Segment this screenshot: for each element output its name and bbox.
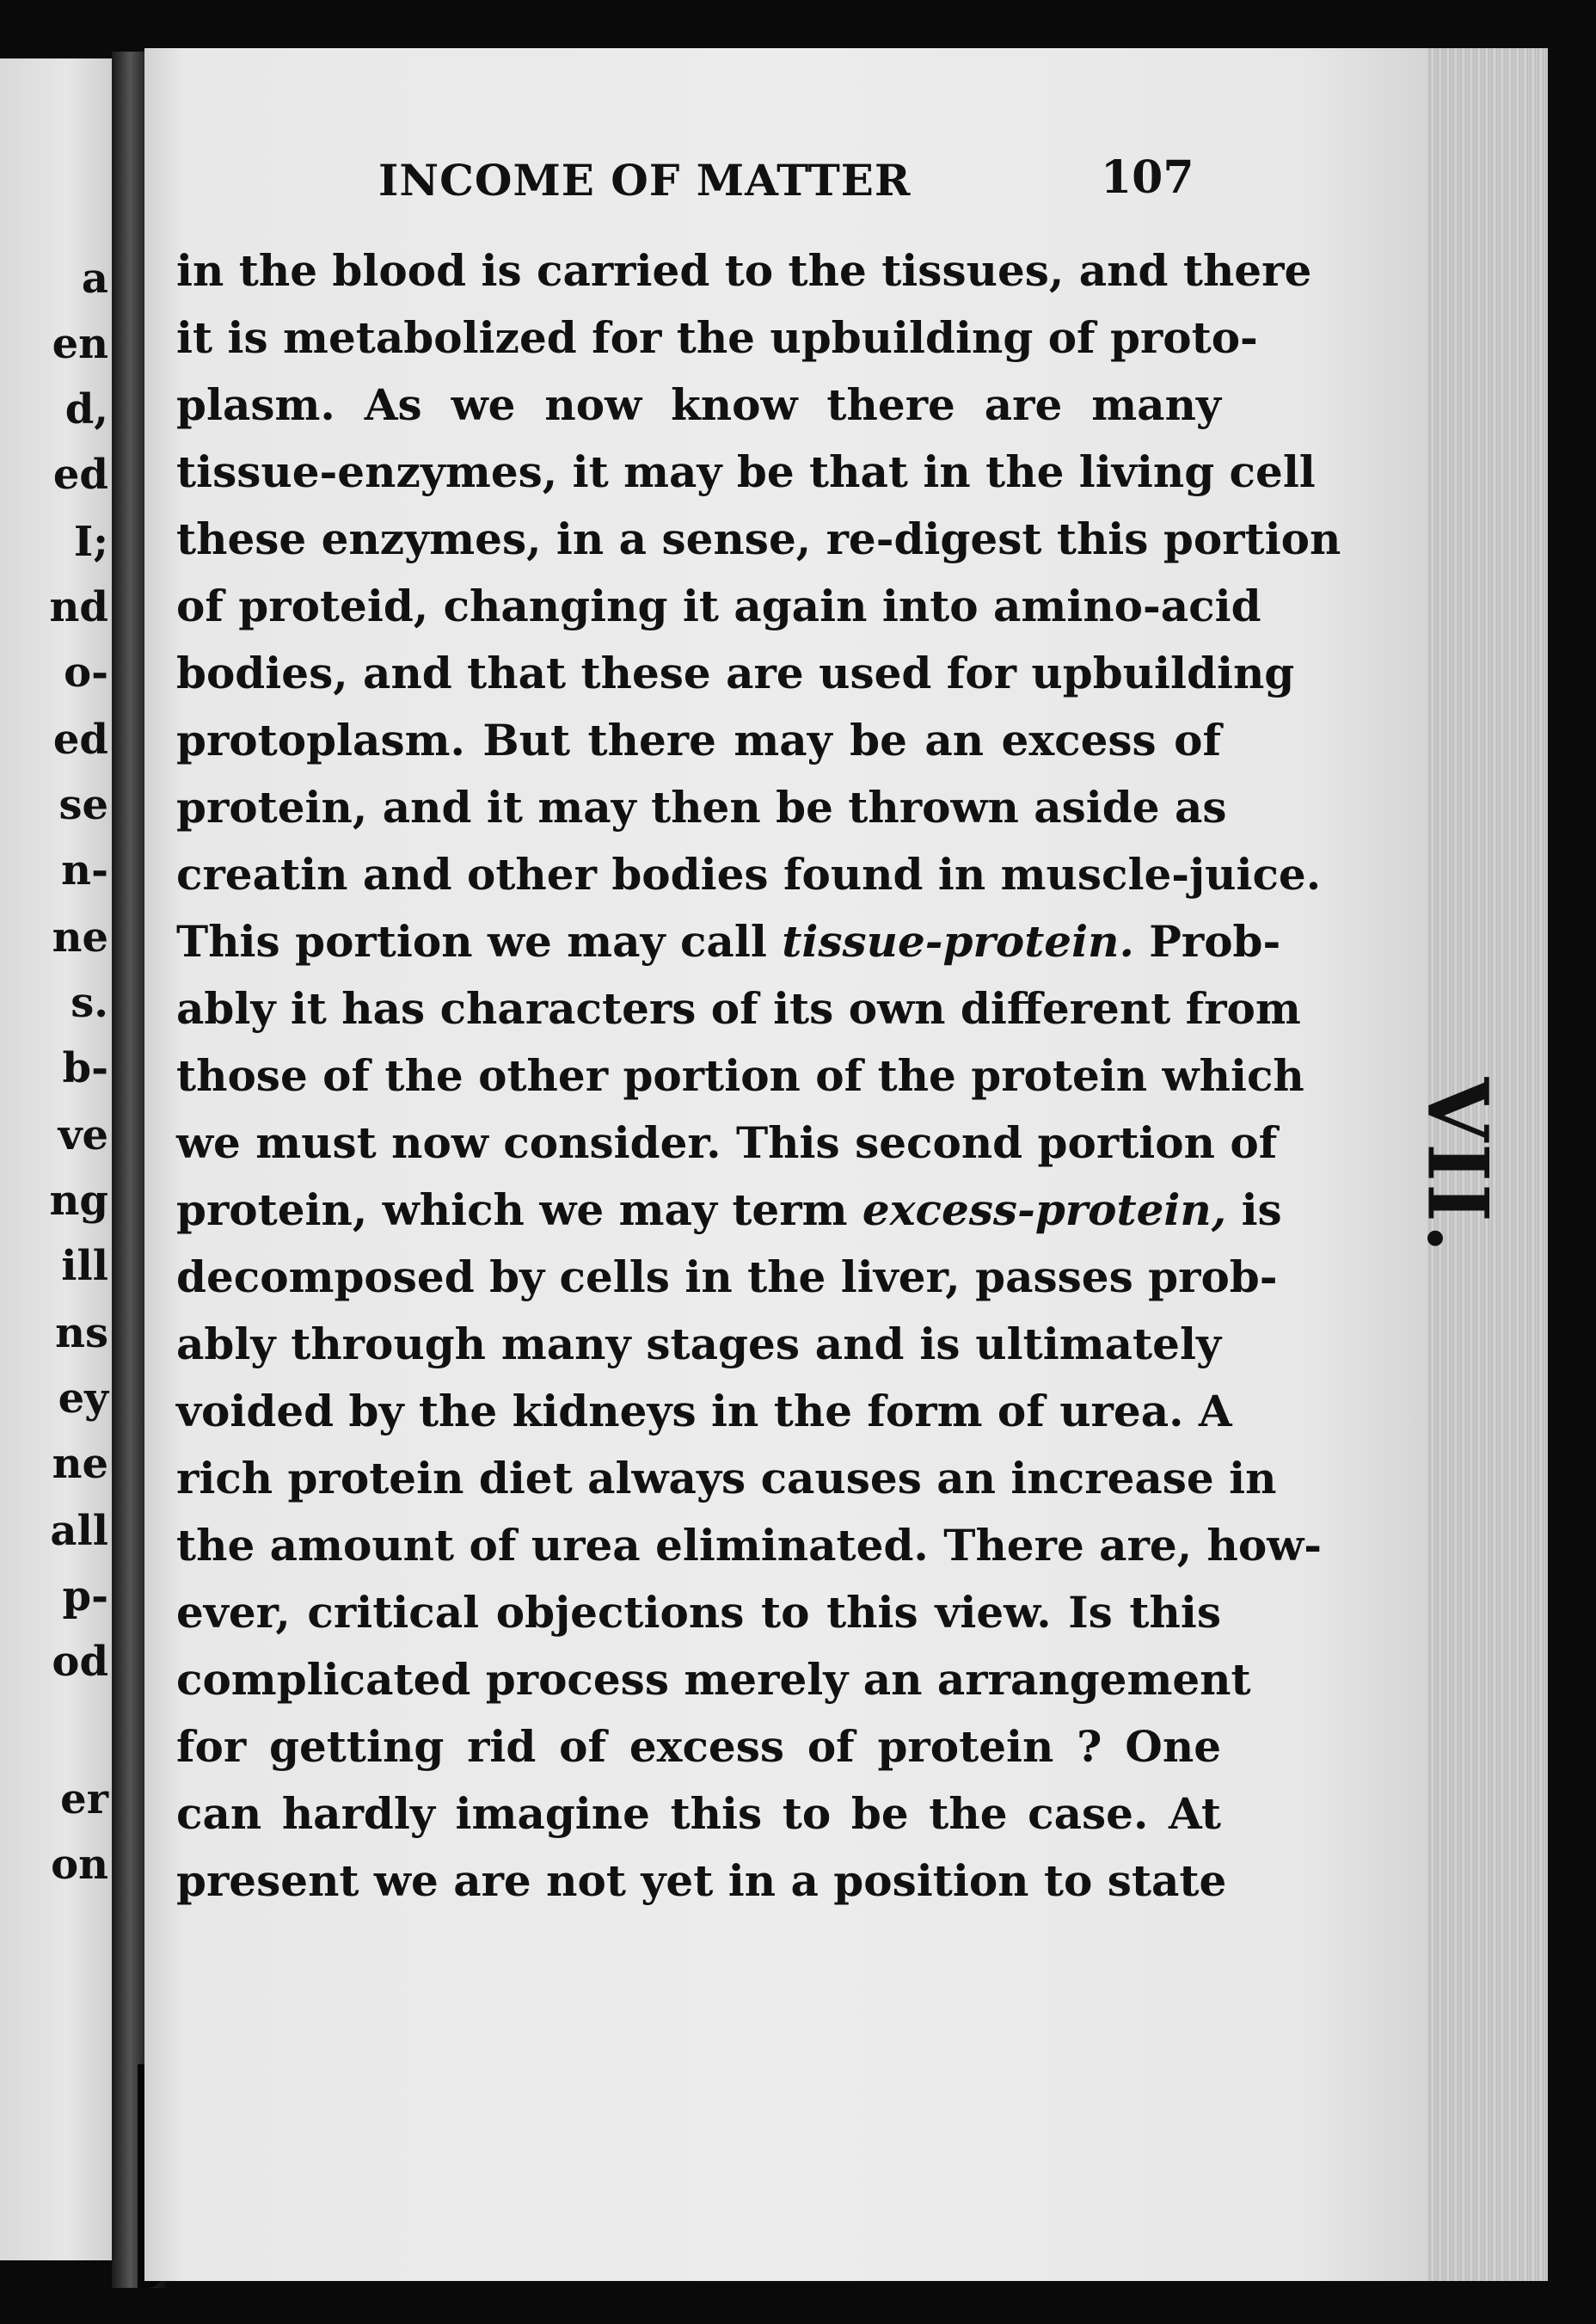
left-fragment: I; xyxy=(73,518,108,566)
left-fragment: er xyxy=(60,1775,108,1823)
left-fragment: nd xyxy=(49,583,108,631)
text-line: protoplasm. But there may be an excess of xyxy=(176,715,1221,765)
left-fragment: ed xyxy=(52,451,108,499)
left-fragment: a xyxy=(81,255,108,303)
left-fragment: ve xyxy=(58,1111,108,1159)
line-text: is xyxy=(1226,1184,1282,1235)
text-line: complicated process merely an arrangement xyxy=(176,1654,1251,1705)
body-text xyxy=(176,237,1341,1915)
text-line: ever, critical objections to this view. Is this xyxy=(176,1587,1221,1638)
text-line: decomposed by cells in the liver, passes prob- xyxy=(176,1251,1278,1302)
left-fragment: od xyxy=(52,1638,108,1686)
text-line: rich protein diet always causes an increase in xyxy=(176,1453,1277,1503)
text-line xyxy=(176,1177,1282,1244)
page-edge-shadow xyxy=(1548,48,1596,2281)
left-fragment: ill xyxy=(61,1242,108,1290)
text-line: it is metabolized for the upbuilding of proto- xyxy=(176,312,1258,363)
line-text: protein, which we may term xyxy=(176,1184,862,1235)
text-line: protein, and it may then be thrown aside as xyxy=(176,782,1227,833)
left-fragment: p- xyxy=(62,1572,108,1620)
left-fragment: se xyxy=(58,781,108,829)
line-text: Prob- xyxy=(1133,916,1281,967)
text-line: ably through many stages and is ultimately xyxy=(176,1319,1221,1369)
left-fragment: b- xyxy=(62,1044,108,1092)
text-line: of proteid, changing it again into amino-acid xyxy=(176,581,1261,631)
text-line xyxy=(176,908,1281,975)
text-line: for getting rid of excess of protein ? One xyxy=(176,1721,1221,1772)
left-fragment: on xyxy=(51,1841,108,1889)
text-line: bodies, and that these are used for upbuilding xyxy=(176,648,1295,698)
text-line: creatin and other bodies found in muscle-juice. xyxy=(176,849,1322,900)
text-line: tissue-enzymes, it may be that in the living cell xyxy=(176,446,1316,497)
text-line: ably it has characters of its own different from xyxy=(176,983,1301,1034)
text-line: present we are not yet in a position to state xyxy=(176,1855,1227,1906)
left-fragment: o- xyxy=(64,649,108,697)
text-line: the amount of urea eliminated. There are, how- xyxy=(176,1520,1323,1571)
left-fragment: all xyxy=(50,1507,108,1555)
text-line: can hardly imagine this to be the case. At xyxy=(176,1788,1221,1839)
left-fragment: s. xyxy=(71,979,108,1027)
chapter-tab xyxy=(1409,1071,1507,1260)
left-fragment: ng xyxy=(49,1177,108,1225)
left-fragment: n- xyxy=(61,846,108,895)
left-fragment: ne xyxy=(52,1440,108,1488)
left-fragment: ns xyxy=(55,1309,108,1357)
page-number: 107 xyxy=(1101,151,1194,204)
text-line: in the blood is carried to the tissues, and there xyxy=(176,245,1312,296)
running-head: INCOME OF MATTER xyxy=(378,155,912,206)
text-line: those of the other portion of the protein which xyxy=(176,1050,1304,1101)
italic-term: tissue-protein. xyxy=(782,916,1134,967)
italic-term: excess-protein, xyxy=(862,1184,1227,1235)
left-page-fragment xyxy=(0,58,112,2260)
left-fragment: en xyxy=(52,320,108,368)
text-line: plasm. As we now know there are many xyxy=(176,379,1221,430)
left-fragment: ey xyxy=(58,1374,108,1423)
left-fragment: ed xyxy=(52,716,108,764)
line-text: This portion we may call xyxy=(176,916,783,967)
left-fragment: d, xyxy=(64,385,108,433)
text-line: we must now consider. This second portion of xyxy=(176,1117,1278,1168)
text-line: voided by the kidneys in the form of urea. A xyxy=(176,1386,1232,1436)
left-fragment: ne xyxy=(52,913,108,962)
text-line: these enzymes, in a sense, re-digest this portion xyxy=(176,513,1341,564)
chapter-tab-label: VII. xyxy=(1409,1077,1507,1254)
